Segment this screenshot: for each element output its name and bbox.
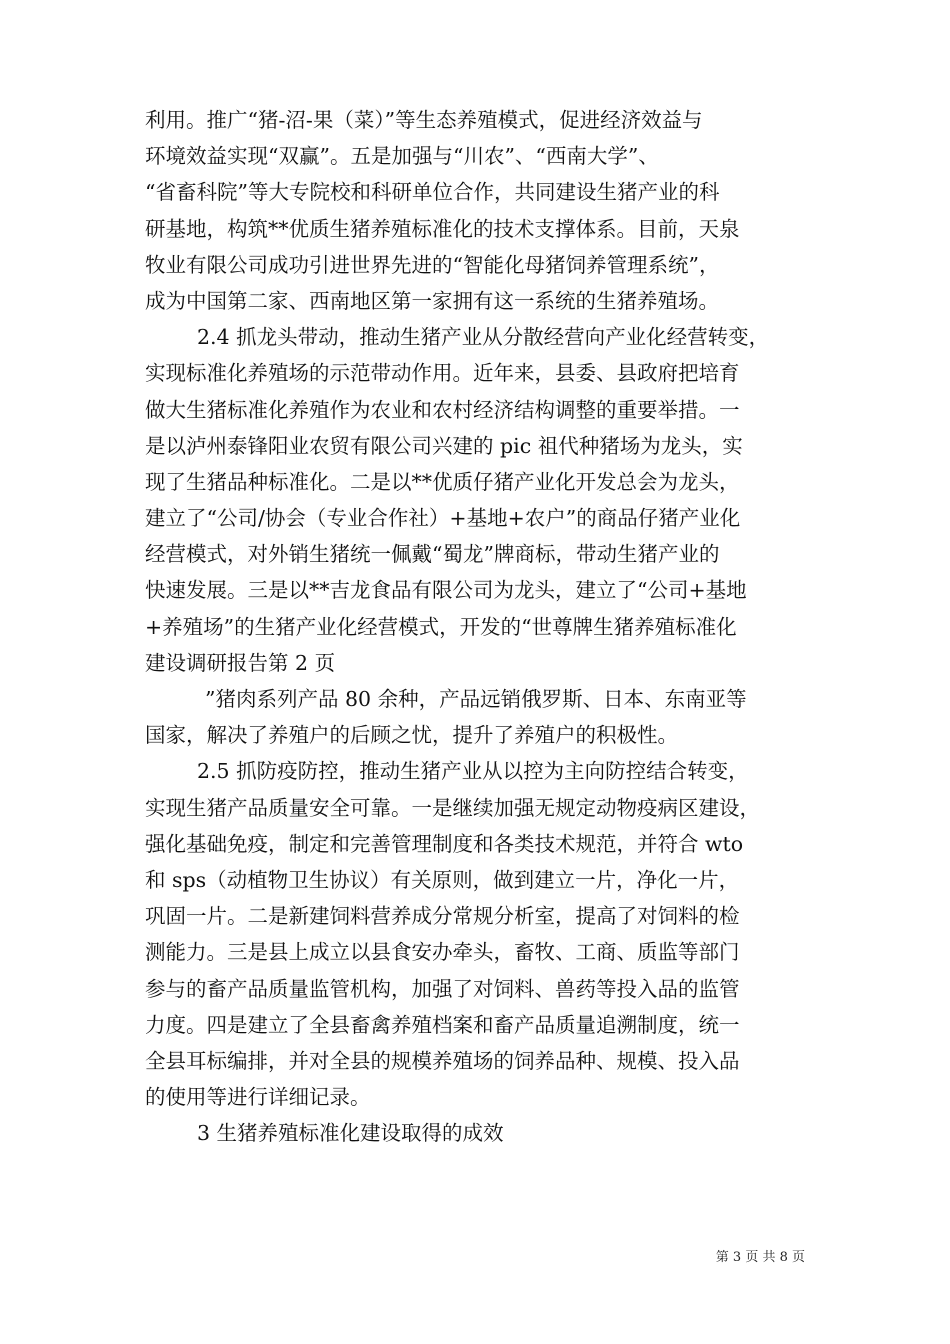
text-line: 参与的畜产品质量监管机构，加强了对饲料、兽药等投入品的监管 — [145, 976, 740, 1001]
text-line: 利用。推广“猪-沼-果（菜）”等生态养殖模式，促进经济效益与 — [145, 108, 703, 132]
text-line: 2.4 抓龙头带动，推动生猪产业从分散经营向产业化经营转变， — [197, 325, 770, 350]
text-line: 3 生猪养殖标准化建设取得的成效 — [197, 1121, 504, 1146]
text-line: 经营模式，对外销生猪统一佩戴“蜀龙”牌商标，带动生猪产业的 — [145, 542, 720, 567]
paragraph-continued-ecology — [145, 102, 810, 319]
document-body — [145, 102, 810, 1151]
text-line: 快速发展。三是以**吉龙食品有限公司为龙头，建立了“公司+基地 — [145, 578, 747, 603]
text-line: 环境效益实现“双赢”。五是加强与“川农”、“西南大学”、 — [145, 144, 659, 169]
text-line: 强化基础免疫，制定和完善管理制度和各类技术规范，并符合 wto — [145, 831, 744, 856]
text-line: 是以泸州泰锋阳业农贸有限公司兴建的 pic 祖代种猪场为龙头，实 — [145, 433, 743, 458]
paragraph-2-5-epidemic-prevention — [145, 753, 810, 1115]
text-line: 2.5 抓防疫防控，推动生猪产业从以控为主向防控结合转变， — [197, 759, 749, 784]
text-line: ”猪肉系列产品 80 余种，产品远销俄罗斯、日本、东南亚等 — [205, 687, 747, 711]
text-line: 的使用等进行详细记录。 — [145, 1085, 371, 1110]
text-line: 实现生猪产品质量安全可靠。一是继续加强无规定动物疫病区建设， — [145, 795, 760, 820]
text-line: 研基地，构筑**优质生猪养殖标准化的技术支撑体系。目前，天泉 — [145, 216, 740, 241]
text-line: 现了生猪品种标准化。二是以**优质仔猪产业化开发总会为龙头， — [145, 469, 740, 494]
paragraph-pork-products — [145, 681, 810, 753]
text-line: 建设调研报告第 2 页 — [145, 650, 336, 675]
text-line: 实现标准化养殖场的示范带动作用。近年来，县委、县政府把培育 — [145, 361, 740, 386]
text-line: 建立了“公司/协会（专业合作社）+基地+农户”的商品仔猪产业化 — [145, 506, 741, 531]
text-line: 力度。四是建立了全县畜禽养殖档案和畜产品质量追溯制度，统一 — [145, 1012, 740, 1037]
page-footer: 第 3 页 共 8 页 — [715, 1250, 805, 1265]
text-line: 全县耳标编排，并对全县的规模养殖场的饲养品种、规模、投入品 — [145, 1048, 740, 1073]
text-line: 牧业有限公司成功引进世界先进的“智能化母猪饲养管理系统”， — [145, 252, 720, 277]
text-line: 做大生猪标准化养殖作为农业和农村经济结构调整的重要举措。一 — [145, 397, 740, 422]
text-line: 成为中国第二家、西南地区第一家拥有这一系统的生猪养殖场。 — [145, 288, 719, 313]
text-line: 测能力。三是县上成立以县食安办牵头，畜牧、工商、质监等部门 — [145, 940, 740, 965]
text-line: “省畜科院”等大专院校和科研单位合作，共同建设生猪产业的科 — [145, 180, 720, 205]
text-line: 和 sps（动植物卫生协议）有关原则，做到建立一片，净化一片， — [145, 867, 740, 892]
text-line: +养殖场”的生猪产业化经营模式，开发的“世尊牌生猪养殖标准化 — [145, 614, 737, 639]
text-line: 巩固一片。二是新建饲料营养成分常规分析室，提高了对饲料的检 — [145, 904, 740, 929]
text-line: 国家，解决了养殖户的后顾之忧，提升了养殖户的积极性。 — [145, 723, 678, 748]
paragraph-2-4-leading-enterprises — [145, 319, 810, 681]
section-heading-3-achievements — [145, 1115, 810, 1151]
